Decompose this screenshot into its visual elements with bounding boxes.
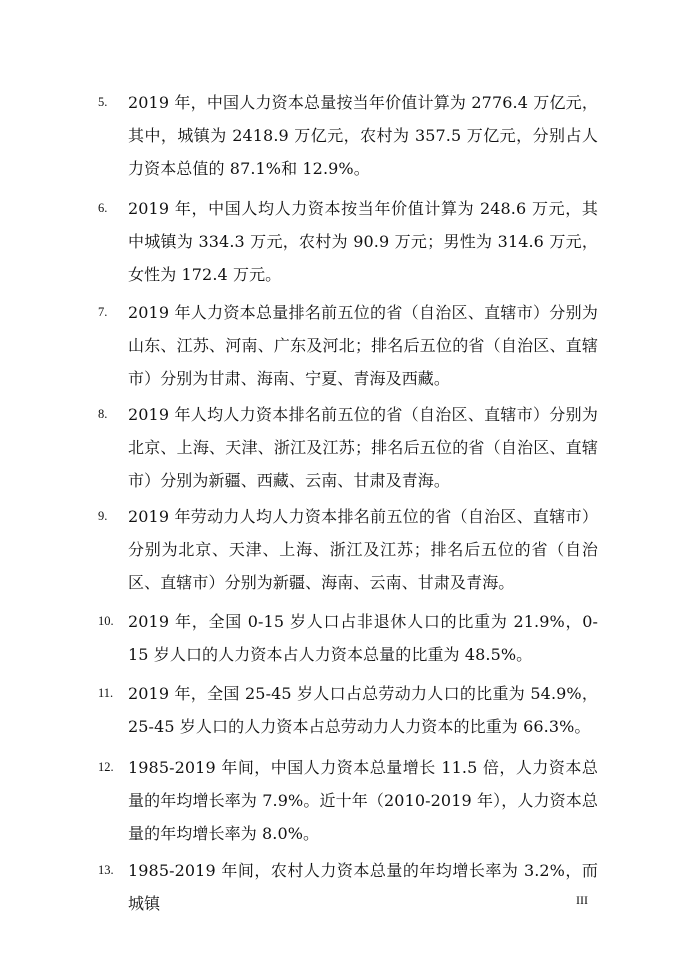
list-item bbox=[98, 398, 598, 497]
item-text: 1985-2019 年间，中国人力资本总量增长 11.5 倍，人力资本总量的年均增长率为 7.9%。近十年（2010-2019 年），人力资本总量的年均增长率为 8.0%。 bbox=[128, 758, 598, 843]
item-number: 13. bbox=[98, 863, 114, 877]
item-text: 2019 年人力资本总量排名前五位的省（自治区、直辖市）分别为山东、江苏、河南、广东及河北；排名后五位的省（自治区、直辖市）分别为甘肃、海南、宁夏、青海及西藏。 bbox=[128, 303, 598, 388]
item-number: 11. bbox=[98, 686, 114, 700]
item-number: 6. bbox=[98, 201, 108, 215]
list-item bbox=[98, 751, 598, 850]
item-text: 2019 年劳动力人均人力资本排名前五位的省（自治区、直辖市）分别为北京、天津、上海、浙江及江苏；排名后五位的省（自治区、直辖市）分别为新疆、海南、云南、甘肃及青海。 bbox=[128, 507, 598, 592]
list-item bbox=[98, 192, 598, 291]
item-text: 2019 年，全国 0-15 岁人口占非退休人口的比重为 21.9%，0-15 岁人口的人力资本占人力资本总量的比重为 48.5%。 bbox=[128, 612, 598, 664]
item-text: 1985-2019 年间，农村人力资本总量的年均增长率为 3.2%，而城镇 bbox=[128, 861, 598, 913]
list-item bbox=[98, 854, 598, 920]
list-item bbox=[98, 296, 598, 395]
item-number: 12. bbox=[98, 760, 114, 774]
item-number: 7. bbox=[98, 305, 108, 319]
list-item bbox=[98, 605, 598, 671]
item-number: 8. bbox=[98, 407, 108, 421]
list-item bbox=[98, 500, 598, 599]
item-text: 2019 年，中国人均人力资本按当年价值计算为 248.6 万元，其中城镇为 334.3 万元，农村为 90.9 万元；男性为 314.6 万元，女性为 172.4 万元。 bbox=[128, 199, 598, 284]
item-number: 9. bbox=[98, 509, 108, 523]
item-number: 10. bbox=[98, 614, 114, 628]
item-text: 2019 年，全国 25-45 岁人口占总劳动力人口的比重为 54.9%，25-45 岁人口的人力资本占总劳动力人力资本的比重为 66.3%。 bbox=[128, 684, 598, 736]
item-text: 2019 年，中国人力资本总量按当年价值计算为 2776.4 万亿元，其中，城镇为 2418.9 万亿元，农村为 357.5 万亿元，分别占人力资本总值的 87.1%和 12.9%。 bbox=[128, 93, 598, 178]
list-item bbox=[98, 86, 598, 185]
page-number: III bbox=[576, 893, 588, 907]
list-item bbox=[98, 677, 598, 743]
item-number: 5. bbox=[98, 95, 108, 109]
item-text: 2019 年人均人力资本排名前五位的省（自治区、直辖市）分别为北京、上海、天津、浙江及江苏；排名后五位的省（自治区、直辖市）分别为新疆、西藏、云南、甘肃及青海。 bbox=[128, 405, 598, 490]
